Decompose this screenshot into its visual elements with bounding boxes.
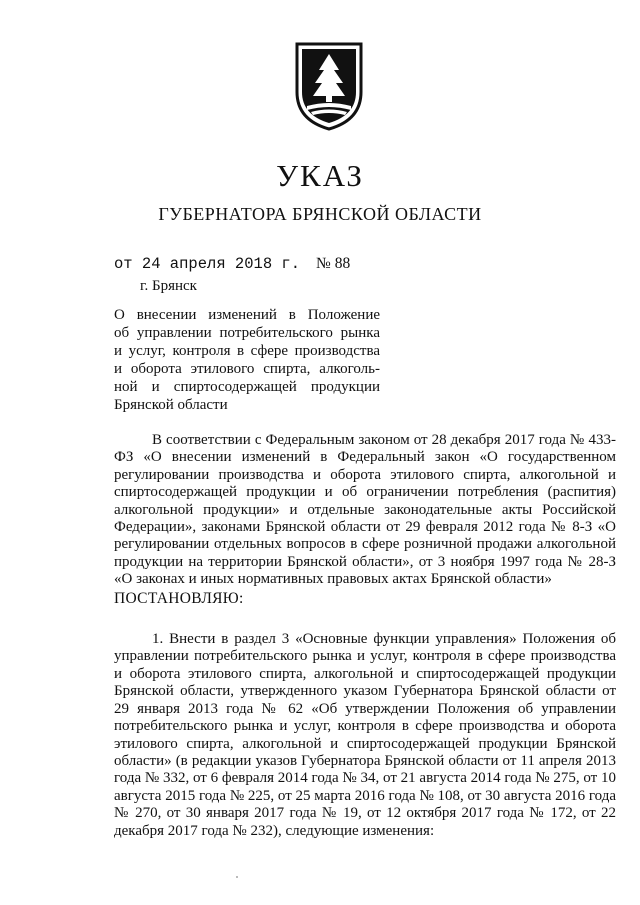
decree-subject [114,306,380,414]
subject-line: Брянской области [114,397,228,413]
decree-date: от 24 апреля 2018 г. [114,255,301,273]
decree-body [114,432,616,840]
subject-line: ной и спиртосодержащей продукции [114,379,380,395]
document-title: УКАЗ [276,158,364,193]
decree-date-line [114,255,350,273]
issuer-heading: ГУБЕРНАТОРА БРЯНСКОЙ ОБЛАСТИ [158,204,482,224]
subject-line: об управлении потребительского рынка [114,325,380,341]
decree-word: ПОСТАНОВЛЯЮ: [114,589,244,607]
coat-of-arms-icon [293,40,365,132]
subject-line: и оборота этилового спирта, алкоголь- [114,361,380,377]
subject-line: и услуг, контроля в сфере производства [114,343,380,359]
scan-speck [236,876,238,878]
decree-number: № 88 [316,255,351,272]
decree-place: г. Брянск [140,278,197,294]
subject-line: О внесении изменений в Положение [114,307,380,323]
item-1-paragraph: 1. Внести в раздел 3 «Основные функции управления» Положения об управлении потребительского рынка и услуг, контроля в сфере производства и оборота этилового спирта, алкогольной и спиртосодержащей продукции Брянской области, утвержденного указом Губернатора Брянской области от 29 января 2013 года № 62 «Об утверждении Положения об управлении потребительского рынка и услуг, контроля в сфере производства и оборота этилового спирта, алкогольной и спиртосодержащей продукции Брянской области» (в редакции указов Губернатора Брянской области от 11 апреля 2013 года № 332, от 6 февраля 2014 года № 34, от 21 августа 2014 года № 275, от 10 августа 2015 года № 225, от 25 марта 2016 года № 108, от 30 августа 2016 года № 270, от 30 января 2017 года № 19, от 12 октября 2017 года № 172, от 22 декабря 2017 года № 232), следующие изменения: [114,631,616,839]
preamble-paragraph: В соответствии с Федеральным законом от 28 декабря 2017 года № 433-ФЗ «О внесении изменений в Федеральный закон «О государственном регулировании производства и оборота этилового спирта, алкогольной и спиртосодержащей продукции и об ограничении потребления (распития) алкогольной продукции» и отдельные законодательные акты Российской Федерации», законами Брянской области от 29 февраля 2012 года № 8-З «О регулировании отдельных вопросов в сфере розничной продажи алкогольной продукции на территории Брянской области», от 3 ноября 1997 года № 28-З «О законах и иных нормативных правовых актах Брянской области» [114,432,616,588]
